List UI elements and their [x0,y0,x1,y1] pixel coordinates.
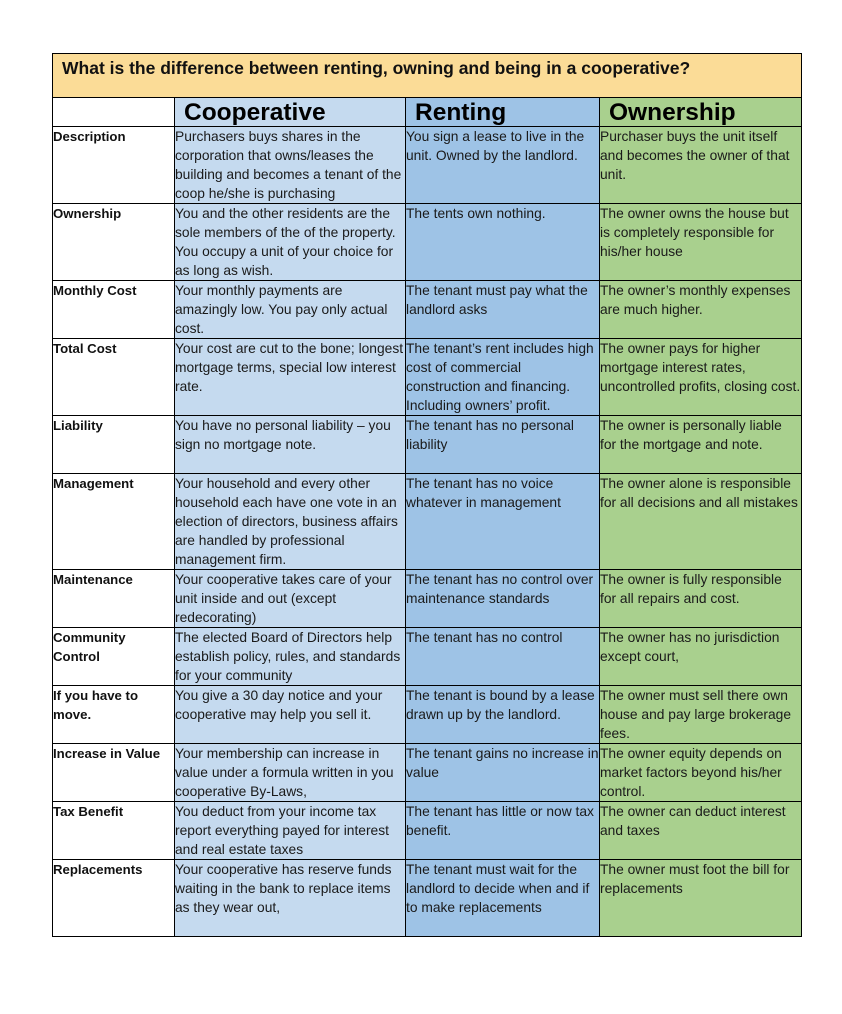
ownership-cell: The owner is personally liable for the mortgage and note. [600,416,802,474]
cooperative-cell: Your cost are cut to the bone; longest mortgage terms, special low interest rate. [175,339,406,416]
ownership-cell: The owner equity depends on market factors beyond his/her control. [600,744,802,802]
renting-cell: The tents own nothing. [406,204,600,281]
table-row [53,860,802,937]
table-row [53,281,802,339]
renting-cell: The tenant has little or now tax benefit. [406,802,600,860]
renting-cell: The tenant’s rent includes high cost of commercial construction and financing. Including owners’ profit. [406,339,600,416]
ownership-cell: The owner’s monthly expenses are much higher. [600,281,802,339]
table-row [53,204,802,281]
ownership-cell: The owner must sell there own house and pay large brokerage fees. [600,686,802,744]
row-label: Monthly Cost [53,281,175,339]
ownership-cell: The owner pays for higher mortgage interest rates, uncontrolled profits, closing cost. [600,339,802,416]
ownership-cell: The owner can deduct interest and taxes [600,802,802,860]
renting-cell: The tenant has no control over maintenance standards [406,570,600,628]
table-title: What is the difference between renting, owning and being in a cooperative? [53,54,802,98]
cooperative-cell: Purchasers buys shares in the corporation that owns/leases the building and becomes a tenant of the coop he/she is purchasing [175,127,406,204]
comparison-table [52,53,802,937]
renting-cell: The tenant has no personal liability [406,416,600,474]
header-row [53,98,802,127]
row-label: Total Cost [53,339,175,416]
row-label: Maintenance [53,570,175,628]
row-label: Increase in Value [53,744,175,802]
row-label: Tax Benefit [53,802,175,860]
renting-cell: The tenant has no voice whatever in management [406,474,600,570]
blank-header-cell [53,98,175,127]
cooperative-cell: You have no personal liability – you sign no mortgage note. [175,416,406,474]
title-row [53,54,802,98]
row-label: Description [53,127,175,204]
row-label: If you have to move. [53,686,175,744]
header-ownership: Ownership [600,98,802,127]
table-row [53,416,802,474]
renting-cell: The tenant must wait for the landlord to decide when and if to make replacements [406,860,600,937]
table-row [53,628,802,686]
ownership-cell: Purchaser buys the unit itself and becomes the owner of that unit. [600,127,802,204]
cooperative-cell: You deduct from your income tax report everything payed for interest and real estate taxes [175,802,406,860]
table-row [53,474,802,570]
renting-cell: The tenant gains no increase in value [406,744,600,802]
table-row [53,686,802,744]
header-renting: Renting [406,98,600,127]
ownership-cell: The owner is fully responsible for all repairs and cost. [600,570,802,628]
cooperative-cell: Your monthly payments are amazingly low. You pay only actual cost. [175,281,406,339]
cooperative-cell: You give a 30 day notice and your cooperative may help you sell it. [175,686,406,744]
table-row [53,744,802,802]
row-label: Ownership [53,204,175,281]
table-row [53,802,802,860]
cooperative-cell: You and the other residents are the sole members of the of the property. You occupy a unit of your choice for as long as wish. [175,204,406,281]
ownership-cell: The owner has no jurisdiction except court, [600,628,802,686]
ownership-cell: The owner owns the house but is completely responsible for his/her house [600,204,802,281]
table-row [53,339,802,416]
renting-cell: The tenant must pay what the landlord asks [406,281,600,339]
cooperative-cell: Your cooperative has reserve funds waiting in the bank to replace items as they wear out, [175,860,406,937]
header-cooperative: Cooperative [175,98,406,127]
ownership-cell: The owner must foot the bill for replacements [600,860,802,937]
row-label: Liability [53,416,175,474]
cooperative-cell: The elected Board of Directors help establish policy, rules, and standards for your community [175,628,406,686]
renting-cell: The tenant is bound by a lease drawn up by the landlord. [406,686,600,744]
renting-cell: You sign a lease to live in the unit. Owned by the landlord. [406,127,600,204]
renting-cell: The tenant has no control [406,628,600,686]
cooperative-cell: Your cooperative takes care of your unit inside and out (except redecorating) [175,570,406,628]
row-label: Replacements [53,860,175,937]
row-label: Community Control [53,628,175,686]
row-label: Management [53,474,175,570]
table-row [53,127,802,204]
ownership-cell: The owner alone is responsible for all decisions and all mistakes [600,474,802,570]
cooperative-cell: Your household and every other household each have one vote in an election of directors, business affairs are handled by professional management firm. [175,474,406,570]
table-row [53,570,802,628]
cooperative-cell: Your membership can increase in value under a formula written in you cooperative By-Laws, [175,744,406,802]
